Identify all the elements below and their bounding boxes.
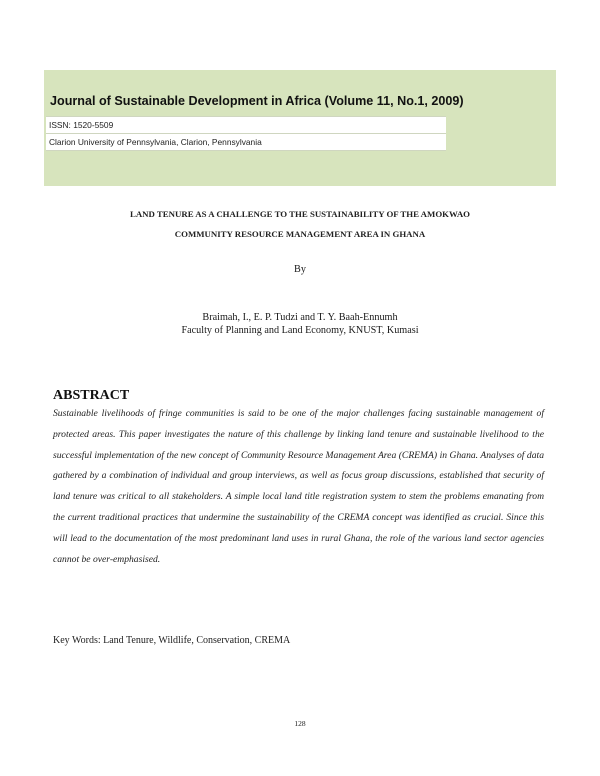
journal-title: Journal of Sustainable Development in Africa (Volume 11, No.1, 2009) [50, 94, 464, 108]
authors: Braimah, I., E. P. Tudzi and T. Y. Baah-Ennumh [202, 312, 398, 323]
institution: Clarion University of Pennsylvania, Clarion, Pennsylvania [46, 134, 446, 151]
journal-header [44, 70, 556, 186]
abstract-body: Sustainable livelihoods of fringe communities is said to be one of the major challenges facing sustainable management of protected areas. This paper investigates the nature of this challenge by linking land tenure and sustainable livelihood to the successful implementation of the new concept of Community Resource Management Area (CREMA) in Ghana. Analyses of data gathered by a combination of individual and group interviews, as well as focus group discussions, established that security of land tenure was critical to all stakeholders. A simple local land title registration system to stem the problems emanating from the current traditional practices that undermine the sustainability of the CREMA concept was identified as crucial. Since this will lead to the documentation of the most predominant land uses in rural Ghana, the role of the various land sector agencies cannot be over-emphasised. [53, 408, 544, 565]
paper-title-line: LAND TENURE AS A CHALLENGE TO THE SUSTAINABILITY OF THE AMOKWAO [129, 209, 471, 219]
paper-title [50, 204, 550, 244]
affiliation: Faculty of Planning and Land Economy, KNUST, Kumasi [181, 325, 419, 336]
paper-title-line: COMMUNITY RESOURCE MANAGEMENT AREA IN GHANA [174, 229, 426, 239]
journal-info-table [46, 116, 446, 151]
keywords: Key Words: Land Tenure, Wildlife, Conservation, CREMA [53, 635, 291, 646]
table-row [46, 117, 446, 134]
by-line: By [294, 264, 306, 275]
abstract-heading: ABSTRACT [53, 388, 130, 403]
page-number: 128 [294, 719, 306, 728]
issn: ISSN: 1520-5509 [46, 117, 446, 134]
table-row [46, 134, 446, 151]
